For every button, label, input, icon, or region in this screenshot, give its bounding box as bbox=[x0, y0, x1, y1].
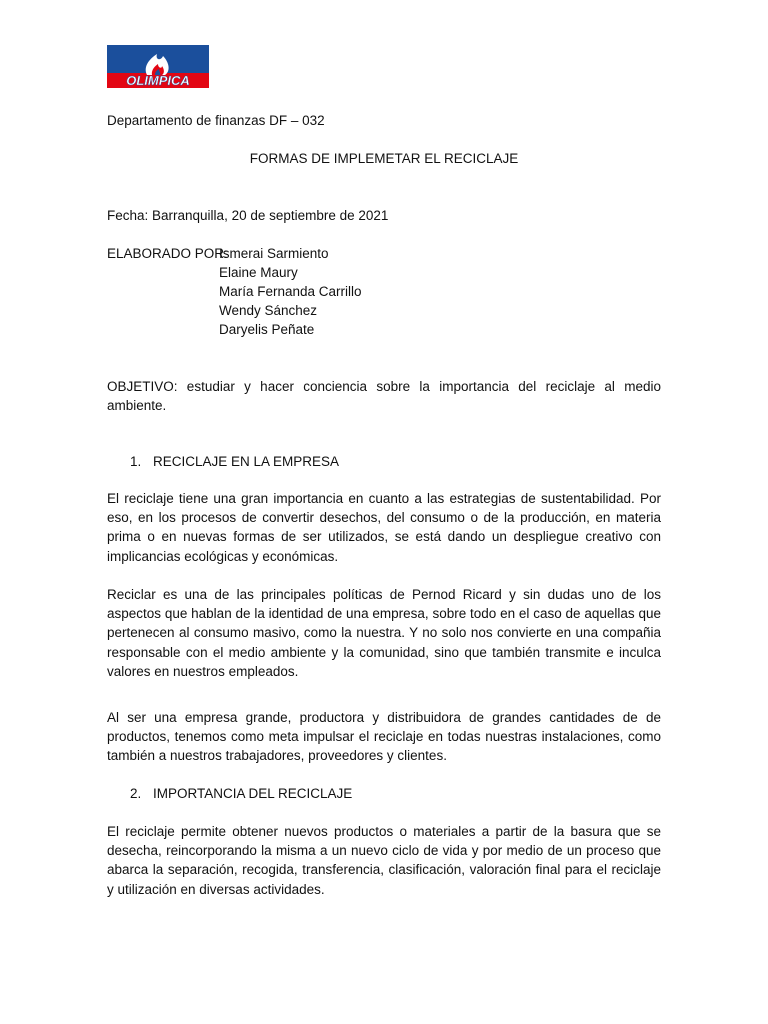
section-title: RECICLAJE EN LA EMPRESA bbox=[153, 454, 340, 469]
author-name: María Fernanda Carrillo bbox=[219, 284, 362, 299]
author-name: Daryelis Peñate bbox=[219, 322, 315, 337]
olimpica-logo bbox=[107, 45, 209, 88]
paragraph: El reciclaje permite obtener nuevos productos o materiales a partir de la basura que se desecha, reincorporando la misma a un nuevo ciclo de vida y por medio de un proceso que abarca la separación, recogida, transferencia, clasificación, valoración final para el reciclaje y utilización en diversas actividades. bbox=[107, 824, 661, 897]
paragraph: Reciclar es una de las principales políticas de Pernod Ricard y sin dudas uno de los aspectos que hablan de la identidad de una empresa, sobre todo en el caso de aquellas que pertenecen al consumo masivo, como la nuestra. Y no solo nos convierte en una compañia responsable con el medio ambiente y la comunidad, sino que también transmite e inculca valores en nuestros empleados. bbox=[107, 587, 661, 679]
section-title: IMPORTANCIA DEL RECICLAJE bbox=[153, 786, 353, 801]
objective-paragraph: OBJETIVO: estudiar y hacer conciencia sobre la importancia del reciclaje al medio ambiente. bbox=[107, 379, 661, 414]
author-name: Wendy Sánchez bbox=[219, 303, 318, 318]
olimpica-logo-image bbox=[107, 45, 209, 88]
author-name: Elaine Maury bbox=[219, 265, 298, 280]
authors-label: ELABORADO POR: bbox=[107, 246, 228, 261]
section-number: 2. bbox=[130, 786, 142, 801]
svg-text:OLIMPICA: OLIMPICA bbox=[126, 73, 190, 88]
date-line: Fecha: Barranquilla, 20 de septiembre de 2021 bbox=[107, 208, 389, 223]
section-number: 1. bbox=[130, 454, 142, 469]
document-title: FORMAS DE IMPLEMETAR EL RECICLAJE bbox=[249, 151, 519, 166]
paragraph: Al ser una empresa grande, productora y distribuidora de grandes cantidades de de productos, tenemos como meta impulsar el reciclaje en todas nuestras instalaciones, como también a nuestros trabajadores, proveedores y clientes. bbox=[107, 710, 661, 764]
author-name: Ismerai Sarmiento bbox=[219, 246, 329, 261]
department-line: Departamento de finanzas DF – 032 bbox=[107, 113, 325, 128]
paragraph: El reciclaje tiene una gran importancia en cuanto a las estrategias de sustentabilidad. Por eso, en los procesos de convertir desechos, del consumo o de la producción, en materia prima o en nuevas formas de ser utilizados, se está dando un despliegue creativo con implicancias ecológicas y económicas. bbox=[107, 491, 661, 564]
